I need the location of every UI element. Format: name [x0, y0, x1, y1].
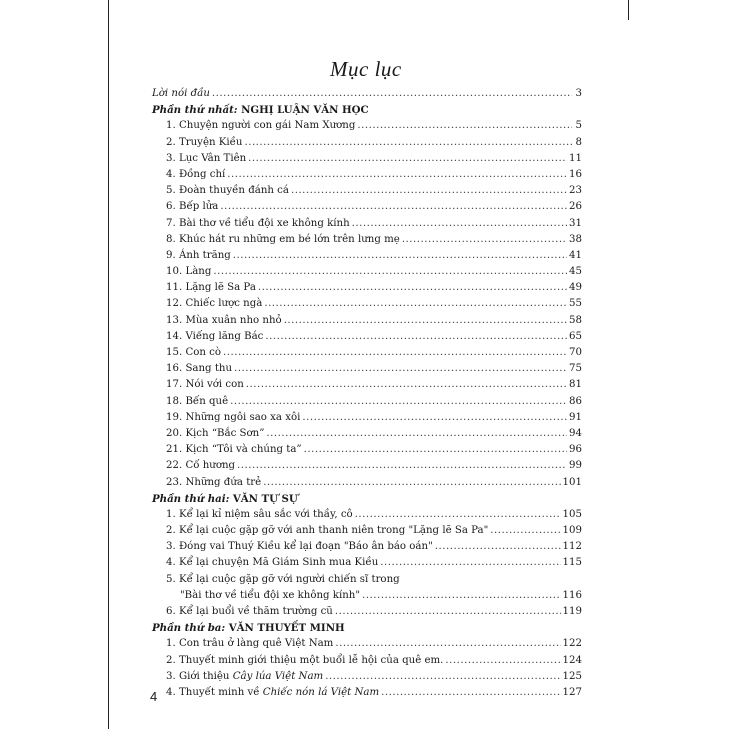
- toc-entry: [152, 653, 582, 669]
- toc-entry: [152, 685, 582, 701]
- dot-leader: [244, 135, 572, 151]
- dot-leader: [357, 118, 572, 134]
- entry-title: 14. Viếng lăng Bác: [166, 330, 264, 342]
- toc-entry: [152, 361, 582, 377]
- toc-entry-continued: [152, 588, 582, 604]
- dot-leader: [304, 442, 567, 458]
- entry-title: 4. Đồng chí: [166, 168, 226, 180]
- entry-page: 115: [562, 557, 582, 569]
- entry-title: 4. Kể lại chuyện Mã Giám Sinh mua Kiều: [166, 557, 379, 569]
- page-number: 4: [150, 689, 158, 704]
- entry-page: 127: [562, 686, 582, 698]
- toc-entry: [152, 183, 582, 199]
- entry-page: 96: [569, 444, 582, 456]
- toc-entry: [152, 248, 582, 264]
- entry-page: 94: [569, 427, 582, 439]
- part1-list: [152, 118, 582, 490]
- dot-leader: [212, 86, 572, 102]
- section-label: Phần thứ nhất:: [152, 104, 238, 117]
- entry-page: 26: [569, 201, 582, 213]
- toc-entry: [152, 410, 582, 426]
- page-border-top-right: [628, 0, 629, 20]
- dot-leader: [227, 167, 567, 183]
- dot-leader: [380, 555, 560, 571]
- entry-page: 65: [569, 330, 582, 342]
- entry-title: 10. Làng: [166, 266, 212, 278]
- entry-page: 70: [569, 347, 582, 358]
- toc-entry: [152, 523, 582, 539]
- toc-entry: [152, 539, 582, 555]
- toc-entry: [152, 442, 582, 458]
- dot-leader: [352, 216, 567, 232]
- entry-page: 86: [569, 395, 582, 407]
- dot-leader: [355, 507, 561, 523]
- entry-title: 7. Bài thơ về tiểu đội xe không kính: [166, 217, 350, 229]
- entry-page: 49: [569, 282, 582, 294]
- entry-title: 5. Đoàn thuyền đánh cá: [166, 185, 289, 197]
- entry-title: 13. Mùa xuân nho nhỏ: [166, 314, 282, 326]
- toc-entry: [152, 507, 582, 523]
- toc-entry-preface: [152, 86, 582, 102]
- section-name: VĂN TỰ SỰ: [232, 492, 298, 505]
- toc-entry: [152, 669, 582, 685]
- entry-page: 5: [575, 120, 582, 132]
- entry-title: 6. Bếp lửa: [166, 201, 219, 213]
- entry-title: 17. Nói với con: [166, 379, 244, 391]
- dot-leader: [234, 361, 567, 377]
- toc-entry: [152, 555, 582, 571]
- section-name: VĂN THUYẾT MINH: [228, 622, 345, 635]
- entry-title: [166, 669, 323, 685]
- entry-title: 1. Chuyện người con gái Nam Xương: [166, 120, 356, 132]
- entry-title: 16. Sang thu: [166, 363, 233, 375]
- toc-entry: [152, 475, 582, 491]
- dot-leader: [445, 653, 560, 669]
- entry-title: 5. Kể lại cuộc gặp gỡ với người chiến sĩ trong: [166, 573, 400, 585]
- toc-entry: [152, 636, 582, 652]
- section-label: Phần thứ ba:: [152, 622, 226, 635]
- section-name: NGHỊ LUẬN VĂN HỌC: [241, 104, 369, 117]
- dot-leader: [248, 151, 567, 167]
- part3-list: [152, 636, 582, 668]
- dot-leader: [335, 636, 560, 652]
- entry-page: 91: [569, 411, 582, 423]
- entry-page: 122: [562, 638, 582, 650]
- entry-title: 9. Ánh trăng: [166, 249, 231, 261]
- toc-entry: [152, 604, 582, 620]
- toc-entry: [152, 313, 582, 329]
- entry-page: 11: [569, 152, 582, 164]
- dot-leader: [284, 313, 567, 329]
- entry-page: 16: [569, 168, 582, 180]
- entry-title: 21. Kịch “Tôi và chúng ta”: [166, 444, 302, 456]
- entry-title-emphasis: Chiếc nón lá Việt Nam: [262, 686, 380, 698]
- entry-page: 101: [562, 476, 582, 488]
- entry-title: 3. Đóng vai Thuý Kiều kể lại đoạn "Báo ân báo oán": [166, 541, 433, 553]
- section-heading-part1: [152, 102, 582, 118]
- entry-page: 75: [569, 363, 582, 375]
- entry-title: 2. Kể lại cuộc gặp gỡ với anh thanh niên trong "Lặng lẽ Sa Pa": [166, 525, 489, 537]
- dot-leader: [263, 475, 560, 491]
- dot-leader: [223, 345, 567, 361]
- entry-title-prefix: 4. Thuyết minh về: [166, 686, 263, 698]
- entry-title: 3. Lục Vân Tiên: [166, 152, 247, 164]
- dot-leader: [258, 280, 567, 296]
- toc-entry: [152, 296, 582, 312]
- dot-leader: [213, 264, 567, 280]
- dot-leader: [233, 248, 567, 264]
- entry-title: Lời nói đầu: [152, 88, 210, 99]
- dot-leader: [325, 669, 560, 685]
- dot-leader: [237, 458, 567, 474]
- dot-leader: [381, 685, 560, 701]
- entry-page: 105: [562, 508, 582, 520]
- toc-entry: [152, 345, 582, 361]
- toc-entry: [152, 135, 582, 151]
- entry-page: 55: [569, 298, 582, 310]
- section-label: Phần thứ hai:: [152, 492, 230, 505]
- section-heading-part2: [152, 491, 582, 507]
- toc-entry: [152, 216, 582, 232]
- entry-title: 2. Truyện Kiều: [166, 136, 243, 148]
- dot-leader: [291, 183, 567, 199]
- table-of-contents: [152, 86, 582, 701]
- toc-entry: [152, 458, 582, 474]
- dot-leader: [266, 426, 567, 442]
- dot-leader: [220, 199, 567, 215]
- dot-leader: [402, 232, 567, 248]
- toc-entry: [152, 572, 582, 588]
- entry-page: 81: [569, 379, 582, 391]
- entry-title: 18. Bến quê: [166, 395, 229, 407]
- entry-page: 38: [569, 233, 582, 245]
- entry-title: 2. Thuyết minh giới thiệu một buổi lễ hội của quê em.: [166, 654, 444, 666]
- dot-leader: [435, 539, 561, 555]
- entry-page: 23: [569, 185, 582, 197]
- entry-title-continued: "Bài thơ về tiểu đội xe không kính": [180, 589, 361, 601]
- dot-leader: [230, 394, 567, 410]
- entry-page: 112: [562, 541, 582, 553]
- entry-page: 31: [569, 217, 582, 229]
- entry-page: 124: [562, 654, 582, 666]
- entry-page: 125: [562, 670, 582, 682]
- toc-entry: [152, 329, 582, 345]
- entry-title: 12. Chiếc lược ngà: [166, 298, 263, 310]
- entry-title: 20. Kịch “Bắc Sơn”: [166, 427, 265, 439]
- toc-entry: [152, 377, 582, 393]
- toc-title: Mục lục: [330, 57, 402, 81]
- part2-list: [152, 507, 582, 572]
- entry-title: 15. Con cò: [166, 347, 222, 358]
- entry-title: 23. Những đứa trẻ: [166, 476, 262, 488]
- entry-title: 11. Lặng lẽ Sa Pa: [166, 282, 256, 294]
- entry-page: 116: [562, 589, 582, 601]
- entry-title: 8. Khúc hát ru những em bé lớn trên lưng mẹ: [166, 233, 400, 245]
- dot-leader: [362, 588, 561, 604]
- entry-title: 1. Con trâu ở làng quê Việt Nam: [166, 638, 334, 650]
- entry-page: 119: [562, 606, 582, 617]
- toc-entry: [152, 199, 582, 215]
- entry-title: 1. Kể lại kỉ niệm sâu sắc với thầy, cô: [166, 508, 353, 520]
- dot-leader: [490, 523, 560, 539]
- toc-entry: [152, 426, 582, 442]
- entry-page: 99: [569, 460, 582, 472]
- dot-leader: [264, 296, 567, 312]
- entry-title-emphasis: Cây lúa Việt Nam: [232, 670, 324, 682]
- entry-title: [166, 685, 379, 701]
- toc-entry: [152, 394, 582, 410]
- entry-page: 8: [575, 136, 582, 148]
- dot-leader: [302, 410, 567, 426]
- entry-title: 22. Cố hương: [166, 460, 236, 472]
- toc-entry: [152, 280, 582, 296]
- entry-page: 41: [569, 249, 582, 261]
- toc-entry: [152, 167, 582, 183]
- toc-entry: [152, 264, 582, 280]
- toc-entry: [152, 118, 582, 134]
- dot-leader: [335, 604, 561, 620]
- entry-page: 45: [569, 266, 582, 278]
- section-heading-part3: [152, 620, 582, 636]
- entry-page: 3: [575, 88, 582, 99]
- entry-title: 19. Những ngôi sao xa xôi: [166, 411, 301, 423]
- entry-page: 58: [569, 314, 582, 326]
- dot-leader: [265, 329, 567, 345]
- entry-title-prefix: 3. Giới thiệu: [166, 670, 233, 682]
- dot-leader: [246, 377, 567, 393]
- page-border-left: [108, 0, 109, 729]
- toc-entry: [152, 151, 582, 167]
- toc-entry: [152, 232, 582, 248]
- entry-title: 6. Kể lại buổi về thăm trường cũ: [166, 606, 333, 617]
- entry-page: 109: [562, 525, 582, 537]
